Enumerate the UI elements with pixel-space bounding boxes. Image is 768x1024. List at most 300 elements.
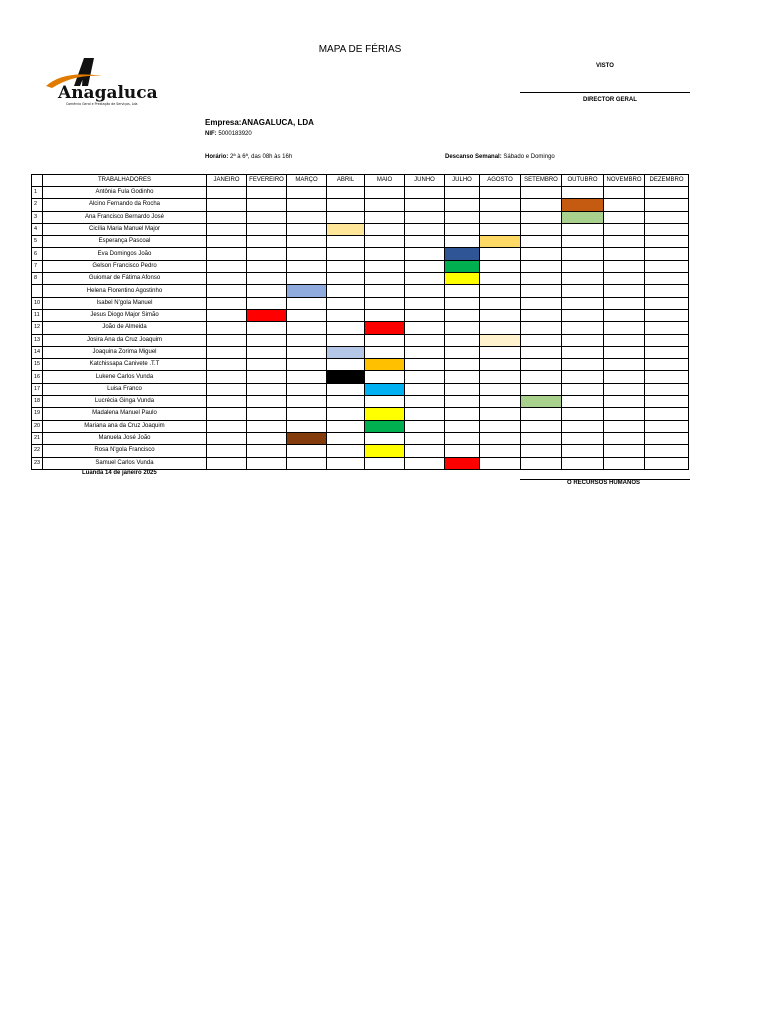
month-cell (604, 322, 645, 334)
month-cell (645, 285, 689, 297)
month-cell (645, 371, 689, 383)
month-cell (645, 334, 689, 346)
month-cell (327, 408, 365, 420)
visto-label: VISTO (596, 63, 614, 69)
month-cell (521, 248, 562, 260)
month-cell (562, 445, 604, 457)
month-cell (247, 445, 287, 457)
month-cell (445, 236, 480, 248)
month-cell (247, 322, 287, 334)
month-cell (207, 223, 247, 235)
month-cell (247, 396, 287, 408)
month-cell (604, 432, 645, 444)
worker-name: Madalena Manuel Paulo (43, 408, 207, 420)
month-cell (287, 223, 327, 235)
month-cell (480, 211, 521, 223)
month-cell (287, 297, 327, 309)
header-month: DEZEMBRO (645, 175, 689, 187)
month-cell (604, 408, 645, 420)
table-row (32, 211, 689, 223)
month-cell (247, 260, 287, 272)
vacation-cell-marked (327, 371, 365, 383)
row-number: 20 (32, 420, 43, 432)
row-number: 3 (32, 211, 43, 223)
vacation-cell-marked (287, 432, 327, 444)
month-cell (521, 420, 562, 432)
month-cell (207, 211, 247, 223)
vacation-cell-marked (445, 457, 480, 469)
month-cell (562, 273, 604, 285)
row-number: 4 (32, 223, 43, 235)
table-row (32, 187, 689, 199)
table-row (32, 432, 689, 444)
month-cell (287, 334, 327, 346)
month-cell (445, 383, 480, 395)
month-cell (207, 260, 247, 272)
month-cell (480, 432, 521, 444)
table-row (32, 445, 689, 457)
month-cell (207, 408, 247, 420)
horario-value: 2ª à 6ª, das 08h às 16h (230, 154, 293, 160)
month-cell (645, 420, 689, 432)
month-cell (445, 334, 480, 346)
table-row (32, 236, 689, 248)
month-cell (604, 260, 645, 272)
row-number: 5 (32, 236, 43, 248)
month-cell (247, 383, 287, 395)
month-cell (521, 359, 562, 371)
month-cell (327, 285, 365, 297)
month-cell (405, 432, 445, 444)
company-value: ANAGALUCA, LDA (241, 118, 314, 127)
month-cell (562, 297, 604, 309)
month-cell (247, 432, 287, 444)
month-cell (365, 457, 405, 469)
worker-name: Lukene Carlos Vunda (43, 371, 207, 383)
row-number: 12 (32, 322, 43, 334)
month-cell (287, 236, 327, 248)
month-cell (287, 187, 327, 199)
vacation-cell-marked (247, 309, 287, 321)
row-number: 17 (32, 383, 43, 395)
month-cell (521, 199, 562, 211)
month-cell (207, 285, 247, 297)
row-number (32, 285, 43, 297)
vacation-cell-marked (445, 260, 480, 272)
vacation-cell-marked (365, 420, 405, 432)
month-cell (405, 199, 445, 211)
month-cell (287, 457, 327, 469)
company-logo (44, 56, 184, 106)
month-cell (287, 396, 327, 408)
month-cell (521, 457, 562, 469)
month-cell (327, 359, 365, 371)
month-cell (645, 346, 689, 358)
month-cell (604, 334, 645, 346)
worker-name: Helena Florentino Agostinho (43, 285, 207, 297)
month-cell (405, 285, 445, 297)
month-cell (521, 297, 562, 309)
worker-name: Mariana ana da Cruz Joaquim (43, 420, 207, 432)
month-cell (521, 187, 562, 199)
vacation-cell-marked (287, 285, 327, 297)
month-cell (405, 223, 445, 235)
month-cell (645, 297, 689, 309)
month-cell (521, 211, 562, 223)
table-row (32, 285, 689, 297)
month-cell (480, 371, 521, 383)
month-cell (247, 359, 287, 371)
svg-text:Comércio Geral e Prestação de: Comércio Geral e Prestação de Serviços, Lda (66, 102, 138, 106)
nif-label: NIF: (205, 131, 217, 137)
month-cell (445, 420, 480, 432)
table-row (32, 420, 689, 432)
month-cell (405, 445, 445, 457)
company-label: Empresa: (205, 118, 242, 127)
month-cell (480, 396, 521, 408)
month-cell (445, 396, 480, 408)
month-cell (521, 383, 562, 395)
table-row (32, 273, 689, 285)
month-cell (287, 371, 327, 383)
month-cell (327, 457, 365, 469)
header-month: FEVEREIRO (247, 175, 287, 187)
date-line: Luanda 14 de janeiro 2025 (82, 470, 157, 476)
table-row (32, 408, 689, 420)
month-cell (327, 297, 365, 309)
header-month: MARÇO (287, 175, 327, 187)
month-cell (247, 248, 287, 260)
worker-name: Guiomar de Fátima Afonso (43, 273, 207, 285)
row-number: 8 (32, 273, 43, 285)
month-cell (480, 420, 521, 432)
month-cell (287, 260, 327, 272)
month-cell (327, 445, 365, 457)
month-cell (405, 359, 445, 371)
worker-name: Ana Francisco Bernardo José (43, 211, 207, 223)
month-cell (247, 346, 287, 358)
month-cell (327, 236, 365, 248)
svg-text:Anagaluca: Anagaluca (58, 83, 158, 103)
row-number: 21 (32, 432, 43, 444)
month-cell (521, 309, 562, 321)
month-cell (445, 322, 480, 334)
worker-name: Manuela José João (43, 432, 207, 444)
month-cell (645, 408, 689, 420)
month-cell (365, 211, 405, 223)
month-cell (327, 248, 365, 260)
month-cell (645, 248, 689, 260)
month-cell (207, 334, 247, 346)
month-cell (327, 199, 365, 211)
month-cell (405, 322, 445, 334)
month-cell (562, 334, 604, 346)
vacation-cell-marked (365, 359, 405, 371)
header-month: JULHO (445, 175, 480, 187)
month-cell (480, 248, 521, 260)
descanso-value: Sábado e Domingo (503, 154, 555, 160)
month-cell (480, 457, 521, 469)
month-cell (287, 248, 327, 260)
month-cell (480, 260, 521, 272)
month-cell (247, 297, 287, 309)
table-row (32, 334, 689, 346)
month-cell (480, 297, 521, 309)
month-cell (207, 273, 247, 285)
month-cell (287, 199, 327, 211)
month-cell (287, 408, 327, 420)
month-cell (645, 445, 689, 457)
table-row (32, 199, 689, 211)
month-cell (445, 211, 480, 223)
month-cell (247, 334, 287, 346)
month-cell (562, 285, 604, 297)
vacation-cell-marked (327, 346, 365, 358)
month-cell (405, 273, 445, 285)
month-cell (645, 223, 689, 235)
month-cell (480, 346, 521, 358)
table-row (32, 346, 689, 358)
month-cell (521, 285, 562, 297)
month-cell (645, 273, 689, 285)
month-cell (521, 334, 562, 346)
month-cell (562, 236, 604, 248)
month-cell (247, 223, 287, 235)
month-cell (604, 309, 645, 321)
month-cell (247, 285, 287, 297)
month-cell (287, 359, 327, 371)
vacation-cell-marked (445, 248, 480, 260)
month-cell (521, 273, 562, 285)
header-month: AGOSTO (480, 175, 521, 187)
month-cell (480, 383, 521, 395)
month-cell (521, 408, 562, 420)
row-number: 10 (32, 297, 43, 309)
worker-name: Isabel N'gola Manuel (43, 297, 207, 309)
month-cell (521, 260, 562, 272)
month-cell (365, 309, 405, 321)
worker-name: Luisa Franco (43, 383, 207, 395)
table-row (32, 322, 689, 334)
month-cell (445, 432, 480, 444)
month-cell (521, 322, 562, 334)
month-cell (562, 408, 604, 420)
row-number: 16 (32, 371, 43, 383)
row-number: 6 (32, 248, 43, 260)
month-cell (480, 408, 521, 420)
worker-name: Joaquina Zorima Miguel (43, 346, 207, 358)
month-cell (445, 346, 480, 358)
month-cell (207, 420, 247, 432)
month-cell (562, 248, 604, 260)
month-cell (604, 248, 645, 260)
month-cell (521, 346, 562, 358)
month-cell (645, 187, 689, 199)
horario-label: Horário: (205, 154, 229, 160)
month-cell (207, 309, 247, 321)
month-cell (604, 359, 645, 371)
month-cell (247, 457, 287, 469)
month-cell (207, 457, 247, 469)
month-cell (247, 199, 287, 211)
month-cell (562, 260, 604, 272)
month-cell (604, 297, 645, 309)
month-cell (445, 285, 480, 297)
month-cell (645, 457, 689, 469)
header-num-cell (32, 175, 43, 187)
worker-name: Samuel Carlos Vunda (43, 457, 207, 469)
row-number: 14 (32, 346, 43, 358)
header-month: NOVEMBRO (604, 175, 645, 187)
month-cell (562, 346, 604, 358)
vacation-cell-marked (521, 396, 562, 408)
month-cell (521, 445, 562, 457)
vacation-cell-marked (480, 334, 521, 346)
header-month: JANEIRO (207, 175, 247, 187)
month-cell (480, 273, 521, 285)
month-cell (604, 371, 645, 383)
table-row (32, 396, 689, 408)
month-cell (365, 346, 405, 358)
month-cell (645, 260, 689, 272)
month-cell (562, 309, 604, 321)
horario-line (205, 154, 292, 160)
month-cell (405, 187, 445, 199)
table-row (32, 457, 689, 469)
descanso-label: Descanso Semanal: (445, 154, 502, 160)
month-cell (445, 199, 480, 211)
month-cell (405, 211, 445, 223)
table-row (32, 223, 689, 235)
month-cell (365, 297, 405, 309)
table-row (32, 383, 689, 395)
vacation-cell-marked (562, 199, 604, 211)
worker-name: Eva Domingos João (43, 248, 207, 260)
month-cell (645, 359, 689, 371)
month-cell (445, 223, 480, 235)
month-cell (327, 309, 365, 321)
row-number: 11 (32, 309, 43, 321)
month-cell (287, 346, 327, 358)
month-cell (405, 297, 445, 309)
worker-name: Rosa N'gola Francisco (43, 445, 207, 457)
vacation-cell-marked (365, 445, 405, 457)
month-cell (365, 334, 405, 346)
month-cell (405, 309, 445, 321)
nif-value: 5000183920 (218, 131, 252, 137)
month-cell (521, 223, 562, 235)
worker-name: Cicília Maria Manuel Major (43, 223, 207, 235)
table-row (32, 260, 689, 272)
worker-name: Josira Ana da Cruz Joaquim (43, 334, 207, 346)
month-cell (327, 396, 365, 408)
month-cell (562, 187, 604, 199)
month-cell (365, 371, 405, 383)
month-cell (327, 334, 365, 346)
month-cell (480, 285, 521, 297)
month-cell (645, 211, 689, 223)
month-cell (445, 309, 480, 321)
month-cell (405, 420, 445, 432)
month-cell (365, 260, 405, 272)
month-cell (405, 260, 445, 272)
row-number: 13 (32, 334, 43, 346)
month-cell (604, 383, 645, 395)
month-cell (604, 445, 645, 457)
month-cell (645, 199, 689, 211)
month-cell (445, 187, 480, 199)
header-month: OUTUBRO (562, 175, 604, 187)
month-cell (480, 322, 521, 334)
vacation-cell-marked (365, 408, 405, 420)
month-cell (480, 199, 521, 211)
director-label: DIRECTOR GERAL (583, 97, 637, 103)
table-row (32, 248, 689, 260)
month-cell (562, 396, 604, 408)
month-cell (405, 383, 445, 395)
month-cell (562, 371, 604, 383)
month-cell (207, 322, 247, 334)
month-cell (327, 187, 365, 199)
month-cell (521, 236, 562, 248)
row-number: 7 (32, 260, 43, 272)
month-cell (365, 285, 405, 297)
month-cell (327, 260, 365, 272)
month-cell (405, 396, 445, 408)
month-cell (327, 211, 365, 223)
month-cell (287, 273, 327, 285)
month-cell (207, 248, 247, 260)
month-cell (327, 322, 365, 334)
month-cell (604, 273, 645, 285)
logo-mark-icon (44, 56, 184, 106)
month-cell (327, 420, 365, 432)
month-cell (604, 346, 645, 358)
month-cell (445, 408, 480, 420)
month-cell (562, 223, 604, 235)
table-row (32, 371, 689, 383)
row-number: 22 (32, 445, 43, 457)
month-cell (645, 322, 689, 334)
month-cell (247, 236, 287, 248)
worker-name: Jesus Diogo Major Simão (43, 309, 207, 321)
month-cell (604, 420, 645, 432)
month-cell (207, 346, 247, 358)
month-cell (207, 187, 247, 199)
header-month: SETEMBRO (521, 175, 562, 187)
month-cell (480, 223, 521, 235)
month-cell (247, 187, 287, 199)
month-cell (365, 236, 405, 248)
vacation-table (31, 174, 689, 470)
month-cell (327, 383, 365, 395)
month-cell (207, 396, 247, 408)
month-cell (604, 236, 645, 248)
month-cell (604, 396, 645, 408)
worker-name: Gelson Francisco Pedro (43, 260, 207, 272)
row-number: 18 (32, 396, 43, 408)
month-cell (365, 199, 405, 211)
month-cell (445, 371, 480, 383)
header-workers: TRABALHADORES (43, 175, 207, 187)
month-cell (645, 383, 689, 395)
month-cell (445, 359, 480, 371)
month-cell (521, 371, 562, 383)
month-cell (445, 297, 480, 309)
header-month: JUNHO (405, 175, 445, 187)
month-cell (247, 420, 287, 432)
month-cell (207, 236, 247, 248)
